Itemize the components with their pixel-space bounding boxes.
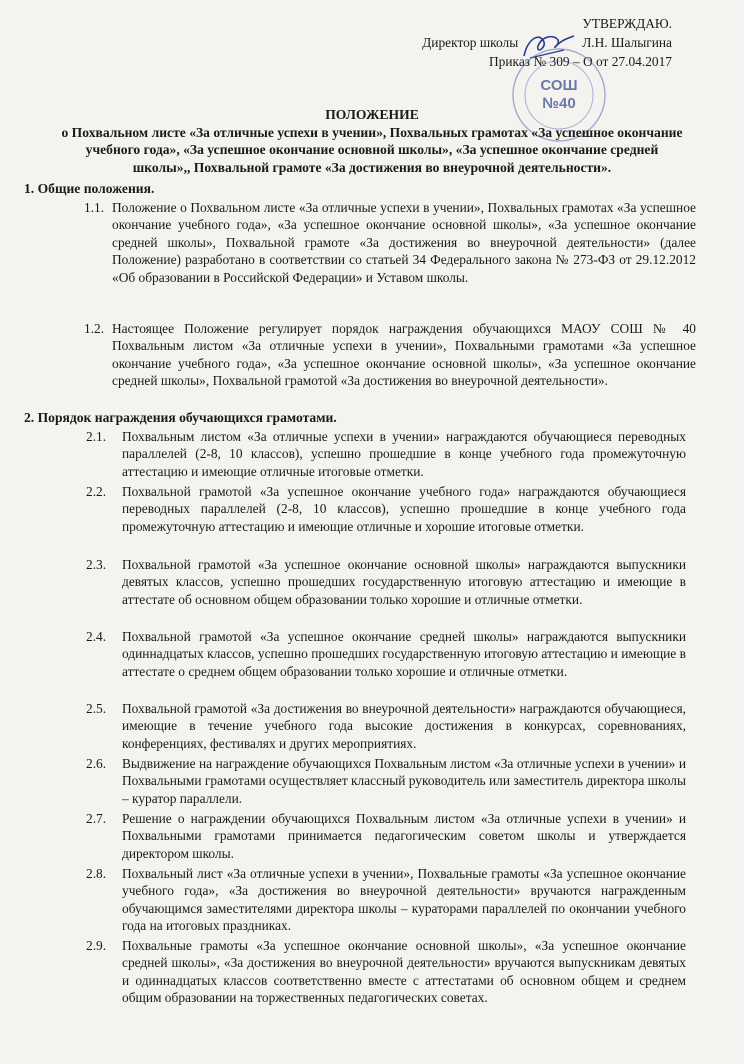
director-prefix: Директор школы <box>422 35 519 50</box>
list-item <box>86 628 686 680</box>
item-number: 2.3. <box>86 557 107 572</box>
item-text: Похвальные грамоты «За успешное окончание основной школы», «За успешное окончание средней школы», «За достижения во внеурочной деятельности» вручаются выпускникам девятых и одиннадцатых классов соответственно вместе с аттестатами об основном общем и среднем общим образовании на торжественных педагогических советах. <box>122 938 686 1006</box>
item-number: 2.6. <box>86 756 107 771</box>
item-text: Настоящее Положение регулирует порядок награждения обучающихся МАОУ СОШ № 40 Похвальным листом «За отличные успехи в учении», Похвальными грамотами «За успешное окончание учебного года», «За успешное окончание основной школы», «За успешное окончание средней школы», Похвальной грамотой «За достижения во внеурочной деятельности». <box>112 321 696 389</box>
stamp-line2: №40 <box>542 95 576 112</box>
director-name: Л.Н. Шалыгина <box>582 35 672 50</box>
item-text: Похвальным листом «За отличные успехи в учении» награждаются обучающиеся переводных параллелей (2-8, 10 классов), успешно прошедшие в конце учебного года промежуточную аттестацию и имеющие отличные итоговые отметки. <box>122 429 686 479</box>
document-title <box>60 106 684 176</box>
item-number: 2.5. <box>86 701 107 716</box>
item-number: 2.8. <box>86 866 107 881</box>
list-item <box>86 755 686 807</box>
item-text: Похвальный лист «За отличные успехи в учении», Похвальные грамоты «За успешное окончание учебного года», «За достижения во внеурочной деятельности» вручаются награжденным обучающимся заместителями директора школы – кураторами параллелей по окончании учебного года на итоговых праздниках. <box>122 866 686 934</box>
item-number: 1.1. <box>84 200 105 215</box>
item-number: 2.7. <box>86 811 107 826</box>
list-item <box>86 428 686 480</box>
item-text: Решение о награждении обучающихся Похвальным листом «За отличные успехи в учении» и Похвальными грамотами принимается педагогическим советом школы и утверждается директором школы. <box>122 811 686 861</box>
section-heading: 2. Порядок награждения обучающихся грамотами. <box>24 410 337 425</box>
item-text: Положение о Похвальном листе «За отличные успехи в учении», Похвальных грамотах «За успешное окончание учебного года», «За успешное окончание основной школы», «За успешное окончание средней школы», Похвальной грамоте «За достижения во внеурочной деятельности» (далее Положение) разработано в соответствии со статьей 34 Федерального закона № 273-ФЗ от 29.12.2012 «Об образовании в Российской Федерации» и Уставом школы. <box>112 200 696 285</box>
stamp-line1: СОШ <box>540 77 578 94</box>
order-line: Приказ № 309 – О от 27.04.2017 <box>488 54 672 69</box>
title-subtitle: о Похвальном листе «За отличные успехи в учении», Похвальных грамотах «За успешное окончание учебного года», «За успешное окончание основной школы», «За успешное окончание средней школы»,, Похвальной грамоте «За достижения во внеурочной деятельности». <box>61 124 683 175</box>
item-text: Выдвижение на награждение обучающихся Похвальным листом «За отличные успехи в учении» и Похвальными грамотами осуществляет классный руководитель или заместитель директора школы – куратор параллели. <box>122 756 686 806</box>
approve-label: УТВЕРЖДАЮ. <box>582 16 672 31</box>
title-heading: ПОЛОЖЕНИЕ <box>325 107 419 122</box>
item-number: 2.1. <box>86 429 107 444</box>
list-item <box>86 810 686 862</box>
item-number: 2.9. <box>86 938 107 953</box>
item-number: 2.2. <box>86 484 107 499</box>
section-heading: 1. Общие положения. <box>24 181 155 196</box>
item-text: Похвальной грамотой «За успешное окончание средней школы» награждаются выпускники одиннадцатых классов, успешно прошедших государственную итоговую аттестацию и имеющие в аттестате о среднем общем образовании только хорошие и отличные отметки. <box>122 629 686 679</box>
list-item <box>86 937 686 1007</box>
list-item <box>86 865 686 935</box>
item-text: Похвальной грамотой «За успешное окончание основной школы» награждаются выпускники девятых классов, успешно прошедших государственную итоговую аттестацию и имеющие в аттестате об основном общем образовании только хорошие и отличные отметки. <box>122 557 686 607</box>
item-number: 2.4. <box>86 629 107 644</box>
list-item <box>86 556 686 608</box>
item-text: Похвальной грамотой «За достижения во внеурочной деятельности» награждаются обучающиеся, имеющие в течение учебного года высокие достижения в конкурсах, соревнованиях, конференциях, фестивалях и других мероприятиях. <box>122 701 686 751</box>
item-text: Похвальной грамотой «За успешное окончание учебного года» награждаются обучающиеся переводных параллелей (2-8, 10 классов), успешно прошедшие в конце учебного года промежуточную аттестацию и имеющие отличные и хорошие итоговые отметки. <box>122 484 686 534</box>
list-item <box>84 199 696 286</box>
list-item <box>86 483 686 535</box>
list-item <box>84 320 696 390</box>
list-item <box>86 700 686 752</box>
item-number: 1.2. <box>84 321 105 336</box>
